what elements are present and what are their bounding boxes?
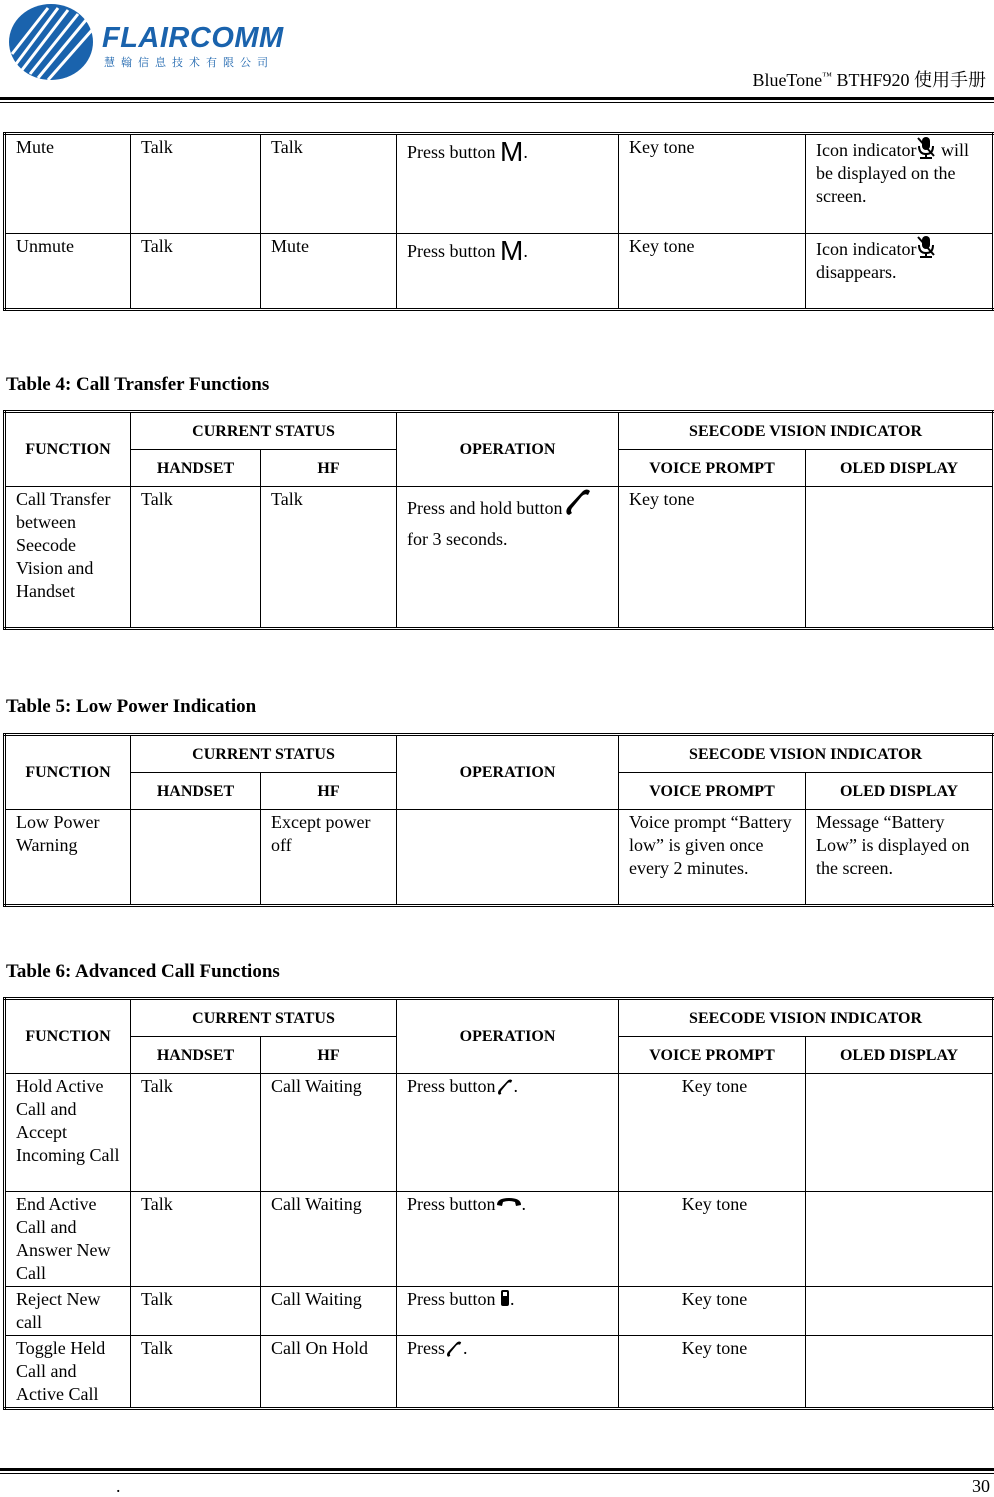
table-caption: Table 6: Advanced Call Functions [6,961,280,982]
voice-prompt-header: VOICE PROMPT [619,773,806,810]
table-row [5,810,994,906]
function-cell: Toggle Held Call and Active Call [5,1336,131,1409]
function-cell: Unmute [5,234,131,310]
hf-header: HF [261,450,397,487]
handset-header: HANDSET [131,773,261,810]
function-header: FUNCTION [5,999,131,1074]
operation-cell: Press button M. [397,234,619,310]
operation-cell: Press button . [397,1074,619,1192]
operation-cell: Press . [397,1336,619,1409]
oled-cell [806,1336,994,1409]
oled-cell [806,1074,994,1192]
handset-header: HANDSET [131,450,261,487]
table-row [5,234,994,310]
table-row [5,1074,994,1192]
voice-prompt-cell: Voice prompt “Battery low” is given once every 2 minutes. [619,810,806,906]
phone-call-icon [496,1078,514,1096]
m-button-icon: M [500,136,524,167]
indicator-header: SEECODE VISION INDICATOR [619,412,994,450]
function-cell: Mute [5,134,131,234]
indicator-header: SEECODE VISION INDICATOR [619,999,994,1037]
voice-prompt-cell: Key tone [619,1287,806,1336]
oled-cell: Icon indicator will be displayed on the screen. [806,134,994,234]
table-row [5,1287,994,1336]
page-header [0,0,994,104]
handset-cell: Talk [131,134,261,234]
oled-cell [806,1287,994,1336]
oled-cell: Icon indicator disappears. [806,234,994,310]
voice-prompt-header: VOICE PROMPT [619,450,806,487]
handset-cell: Talk [131,234,261,310]
table-row [5,487,994,629]
operation-cell: Press button . [397,1192,619,1287]
voice-prompt-cell: Key tone [619,1192,806,1287]
hf-header: HF [261,1037,397,1074]
footer-rule [0,1468,994,1471]
voice-prompt-cell: Key tone [619,487,806,629]
current-status-header: CURRENT STATUS [131,735,397,773]
handset-cell [131,810,261,906]
function-header: FUNCTION [5,735,131,810]
hf-cell: Call Waiting [261,1192,397,1287]
hf-cell: Call Waiting [261,1287,397,1336]
brand-subtitle: 慧翰信息技术有限公司 [104,56,274,69]
table-header-row [5,412,994,450]
function-cell: Low Power Warning [5,810,131,906]
hf-cell: Except power off [261,810,397,906]
operation-cell [397,810,619,906]
operation-cell: Press and hold button for 3 seconds. [397,487,619,629]
table-row [5,1192,994,1287]
oled-cell [806,487,994,629]
oled-display-header: OLED DISPLAY [806,773,994,810]
function-cell: Hold Active Call and Accept Incoming Call [5,1074,131,1192]
oled-cell [806,1192,994,1287]
handset-cell: Talk [131,1074,261,1192]
function-header: FUNCTION [5,412,131,487]
table-header-row [5,999,994,1037]
table-row [5,1336,994,1409]
mute-indicator-icon [916,136,936,160]
header-rule-thin [0,102,994,103]
operation-header: OPERATION [397,412,619,487]
voice-prompt-cell: Key tone [619,1074,806,1192]
function-cell: End Active Call and Answer New Call [5,1192,131,1287]
hf-cell: Talk [261,487,397,629]
voice-prompt-cell: Key tone [619,234,806,310]
call-transfer-table [3,410,994,630]
operation-cell: Press button M. [397,134,619,234]
mute-table [3,132,994,311]
function-cell: Reject New call [5,1287,131,1336]
handset-cell: Talk [131,1287,261,1336]
oled-cell: Message “Battery Low” is displayed on the screen. [806,810,994,906]
table-header-row [5,735,994,773]
hf-cell: Call On Hold [261,1336,397,1409]
header-rule [0,97,994,100]
operation-header: OPERATION [397,735,619,810]
handset-icon [500,1289,510,1307]
company-logo [6,2,306,82]
handset-cell: Talk [131,1336,261,1409]
phone-call-icon [445,1340,463,1358]
advanced-call-table [3,997,994,1410]
handset-header: HANDSET [131,1037,261,1074]
voice-prompt-cell: Key tone [619,134,806,234]
indicator-header: SEECODE VISION INDICATOR [619,735,994,773]
table-caption: Table 5: Low Power Indication [6,696,257,717]
hf-cell: Call Waiting [261,1074,397,1192]
current-status-header: CURRENT STATUS [131,412,397,450]
brand-name: FLAIRCOMM [102,22,284,54]
mute-indicator-icon [916,235,936,259]
table-caption: Table 4: Call Transfer Functions [6,374,270,395]
current-status-header: CURRENT STATUS [131,999,397,1037]
operation-cell: Press button . [397,1287,619,1336]
handset-cell: Talk [131,1192,261,1287]
hf-header: HF [261,773,397,810]
voice-prompt-cell: Key tone [619,1336,806,1409]
table-row [5,134,994,234]
document-title: BlueTone™ BTHF920 使用手册 [752,70,986,90]
footer-mark: . [116,1476,121,1496]
phone-hangup-icon [496,1195,522,1209]
low-power-table [3,733,994,907]
hf-cell: Talk [261,134,397,234]
phone-call-icon [563,488,593,516]
footer-rule-thin [0,1473,994,1474]
globe-logo-icon [6,2,96,82]
operation-header: OPERATION [397,999,619,1074]
page-number: 30 [972,1476,990,1496]
handset-cell: Talk [131,487,261,629]
function-cell: Call Transfer between Seecode Vision and Handset [5,487,131,629]
m-button-icon: M [500,235,524,266]
oled-display-header: OLED DISPLAY [806,1037,994,1074]
voice-prompt-header: VOICE PROMPT [619,1037,806,1074]
hf-cell: Mute [261,234,397,310]
oled-display-header: OLED DISPLAY [806,450,994,487]
